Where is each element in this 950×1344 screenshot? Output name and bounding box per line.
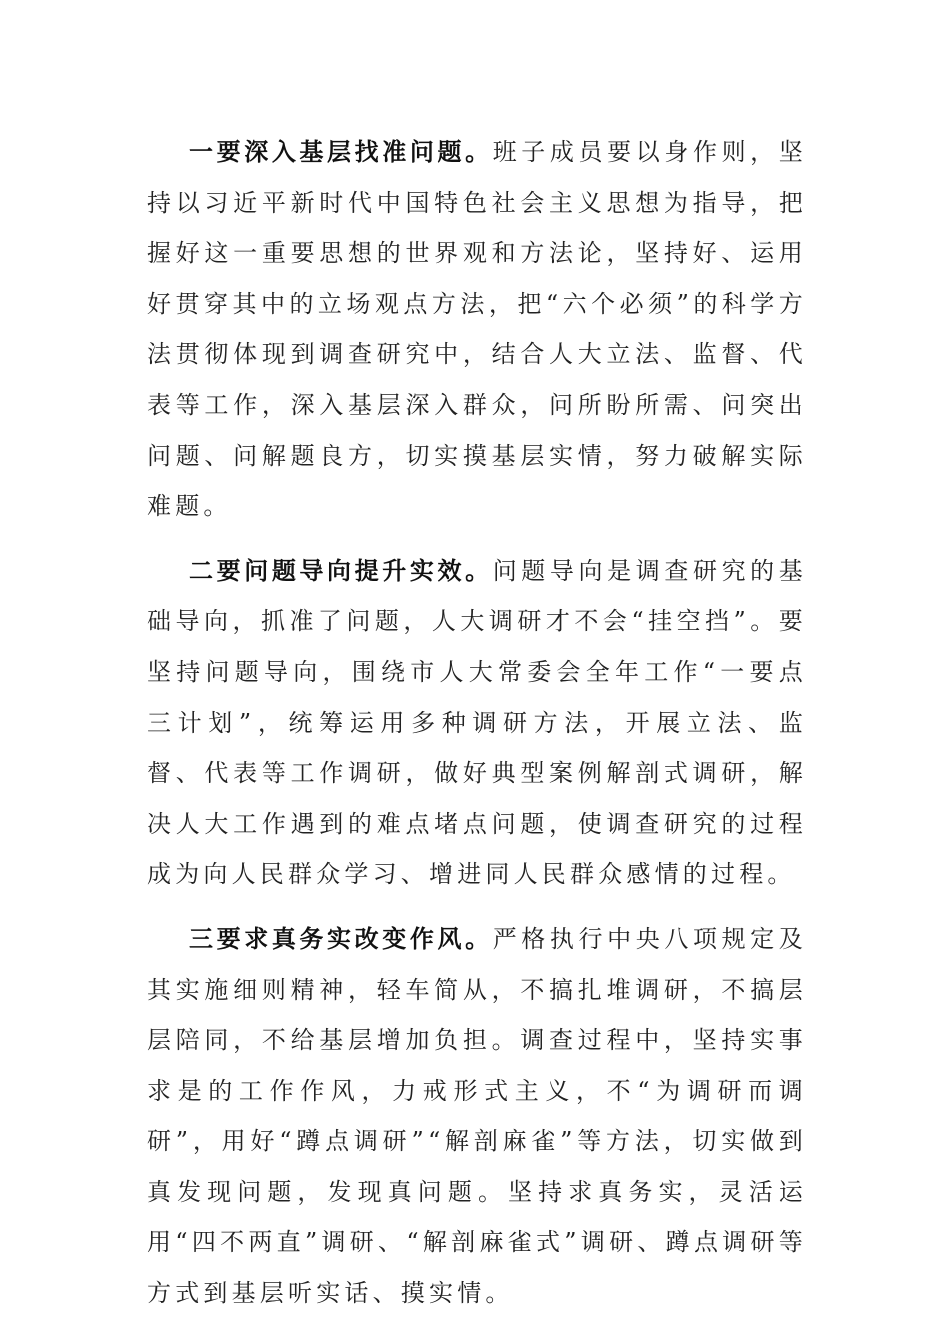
paragraph-3 [147, 914, 807, 1319]
document-body [147, 127, 807, 1333]
paragraph-1 [147, 127, 807, 532]
paragraph-2-heading: 二要问题导向提升实效。 [189, 556, 493, 585]
paragraph-2-text: 问题导向是调查研究的基础导向，抓准了问题，人大调研才不会“挂空挡”。要坚持问题导向，围绕市人大常委会全年工作“一要点三计划”，统筹运用多种调研方法，开展立法、监督、代表等工作调研，做好典型案例解剖式调研，解决人大工作遇到的难点堵点问题，使调查研究的过程成为向人民群众学习、增进同人民群众感情的过程。 [147, 556, 807, 889]
paragraph-3-text: 严格执行中央八项规定及其实施细则精神，轻车简从，不搞扎堆调研，不搞层层陪同，不给基层增加负担。调查过程中，坚持实事求是的工作作风，力戒形式主义，不“为调研而调研”，用好“蹲点调研”“解剖麻雀”等方法，切实做到真发现问题，发现真问题。坚持求真务实，灵活运用“四不两直”调研、“解剖麻雀式”调研、蹲点调研等方式到基层听实话、摸实情。 [147, 924, 807, 1308]
paragraph-1-text: 班子成员要以身作则，坚持以习近平新时代中国特色社会主义思想为指导，把握好这一重要思想的世界观和方法论，坚持好、运用好贯穿其中的立场观点方法，把“六个必须”的科学方法贯彻体现到调查研究中，结合人大立法、监督、代表等工作，深入基层深入群众，问所盼所需、问突出问题、问解题良方，切实摸基层实情，努力破解实际难题。 [147, 138, 807, 521]
paragraph-1-heading: 一要深入基层找准问题。 [189, 138, 493, 166]
paragraph-3-heading: 三要求真务实改变作风。 [189, 924, 493, 953]
paragraph-2 [147, 546, 807, 900]
